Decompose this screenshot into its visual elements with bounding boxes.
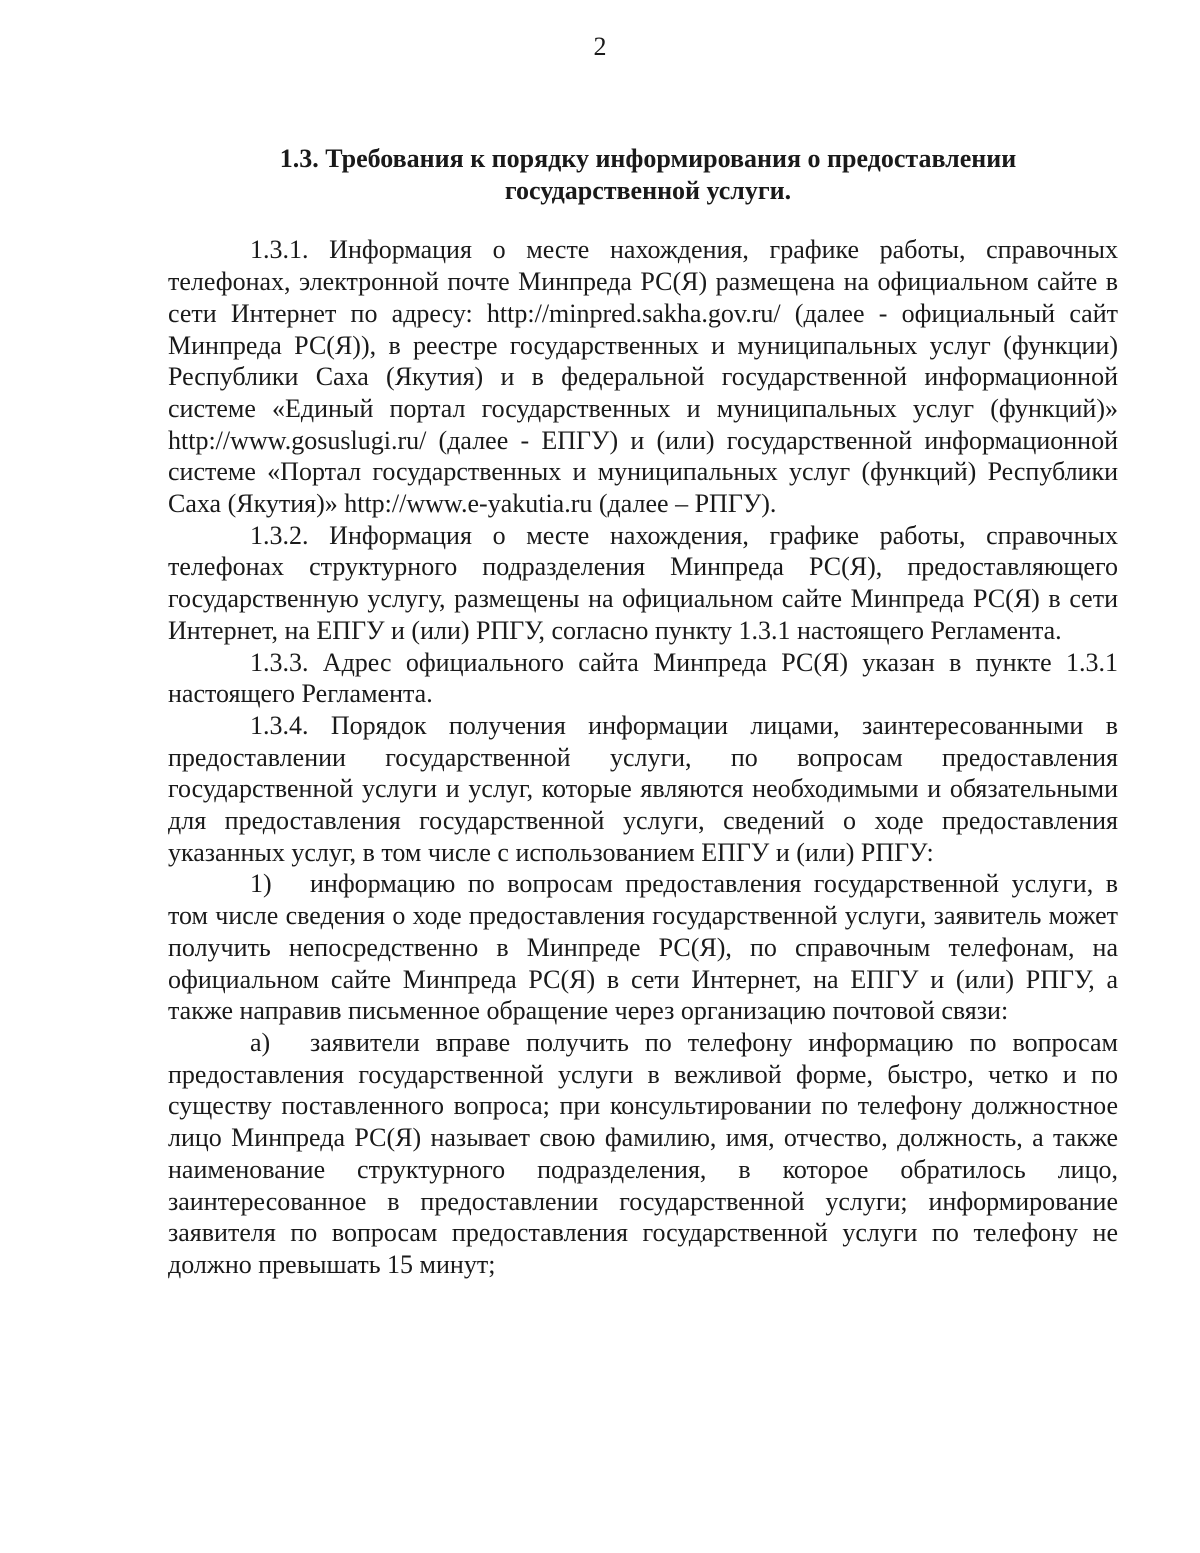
- page-number: 2: [593, 32, 607, 61]
- list-item-a: [168, 1027, 1118, 1281]
- list-item-1-text: информацию по вопросам предоставления государственной услуги, в том числе сведения о ходе предоставления государственной услуги, заявитель может получить непосредственно в Минпреде РС(Я), по справочным телефонам, на официальном сайте Минпреда РС(Я) в сети Интернет, на ЕПГУ и (или) РПГУ, а также направив письменное обращение через организацию почтовой связи:: [168, 869, 1118, 1026]
- list-marker-1: 1): [250, 869, 272, 899]
- document-body: [168, 143, 1118, 1281]
- paragraph-1-3-4: 1.3.4. Порядок получения информации лицами, заинтересованными в предоставлении государственной услуги, по вопросам предоставления государственной услуги и услуг, которые являются необходимыми и обязательными для предоставления государственной услуги, сведений о ходе предоставления указанных услуг, в том числе с использованием ЕПГУ и (или) РПГУ:: [168, 710, 1118, 867]
- paragraph-1-3-1: 1.3.1. Информация о месте нахождения, графике работы, справочных телефонах, электронной почте Минпреда РС(Я) размещена на официальном сайте в сети Интернет по адресу: http://minpred.sakha.gov.ru/ (далее - официальный сайт Минпреда РС(Я)), в реестре государственных и муниципальных услуг (функции) Республики Саха (Якутия) и в федеральной государственной информационной системе «Единый портал государственных и муниципальных услуг (функций)» http://www.gosuslugi.ru/ (далее - ЕПГУ) и (или) государственной информационной системе «Портал государственных и муниципальных услуг (функций) Республики Саха (Якутия)» http://www.e-yakutia.ru (далее – РПГУ).: [168, 235, 1118, 519]
- list-marker-a: а): [250, 1027, 271, 1057]
- list-item-a-text: заявители вправе получить по телефону информацию по вопросам предоставления государственной услуги в вежливой форме, быстро, четко и по существу поставленного вопроса; при консультировании по телефону должностное лицо Минпреда РС(Я) называет свою фамилию, имя, отчество, должность, а также наименование структурного подразделения, в которое обратилось лицо, заинтересованное в предоставлении государственной услуги; информирование заявителя по вопросам предоставления государственной услуги по телефону не должно превышать 15 минут;: [168, 1027, 1118, 1279]
- paragraph-1-3-2: 1.3.2. Информация о месте нахождения, графике работы, справочных телефонах структурного подразделения Минпреда РС(Я), предоставляющего государственную услугу, размещены на официальном сайте Минпреда РС(Я) в сети Интернет, на ЕПГУ и (или) РПГУ, согласно пункту 1.3.1 настоящего Регламента.: [168, 520, 1118, 645]
- list-item-1: [168, 868, 1118, 1027]
- section-heading: [168, 143, 1118, 206]
- paragraph-1-3-3: 1.3.3. Адрес официального сайта Минпреда РС(Я) указан в пункте 1.3.1 настоящего Регламента.: [168, 647, 1118, 709]
- section-heading-line-2: государственной услуги.: [504, 175, 792, 205]
- section-heading-line-1: 1.3. Требования к порядку информирования о предоставлении: [279, 144, 1017, 173]
